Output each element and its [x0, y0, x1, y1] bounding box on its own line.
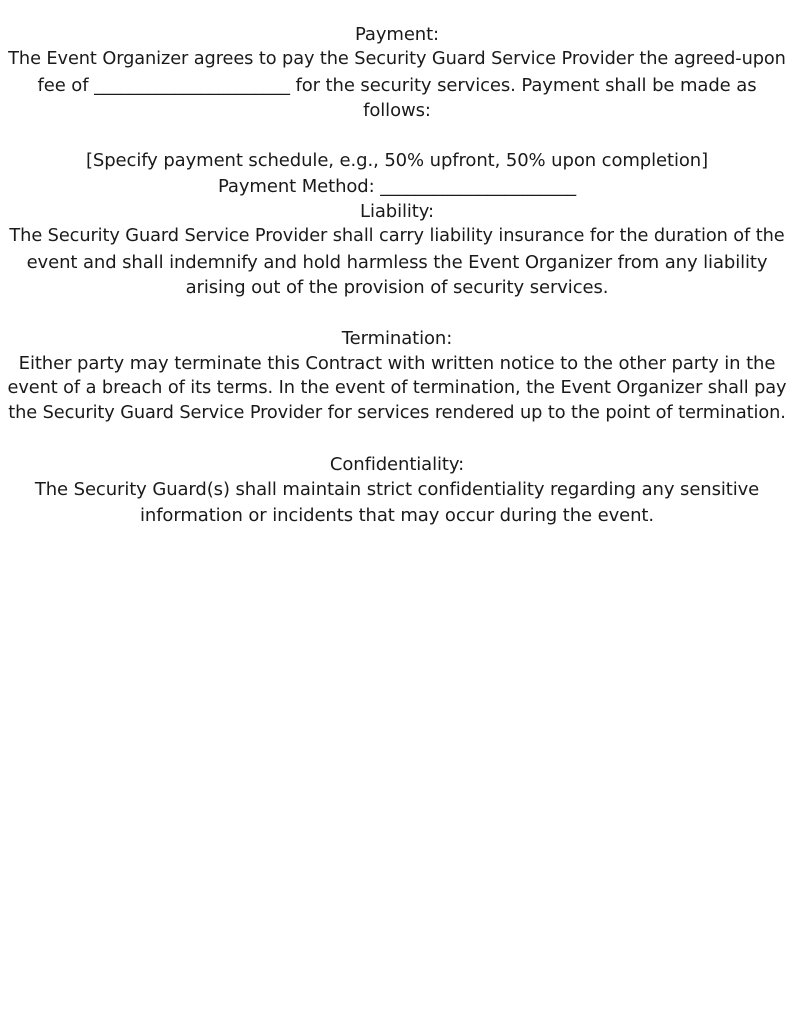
liability-text-line: arising out of the provision of security services. — [185, 276, 609, 298]
contract-document — [6, 22, 788, 528]
section-spacer — [6, 427, 788, 452]
payment-text-line: fee of ______________________ for the security services. Payment shall be made as — [37, 74, 757, 96]
payment-heading: Payment: — [354, 24, 440, 45]
payment-method: Payment Method: ______________________ — [217, 175, 577, 197]
liability-text-line: event and shall indemnify and hold harmless the Event Organizer from any liability — [26, 251, 768, 273]
liability-heading: Liability: — [360, 201, 434, 223]
termination-text-line: event of a breach of its terms. In the event of termination, the Event Organizer shall pay — [7, 378, 787, 399]
termination-heading: Termination: — [341, 327, 453, 349]
section-spacer — [6, 300, 788, 325]
confidentiality-heading: Confidentiality: — [329, 454, 465, 476]
confidentiality-text-line: The Security Guard(s) shall maintain strict confidentiality regarding any sensitive — [34, 479, 760, 501]
termination-text-line: Either party may terminate this Contract with written notice to the other party in the — [18, 352, 776, 374]
payment-schedule: [Specify payment schedule, e.g., 50% upfront, 50% upon completion] — [85, 150, 709, 172]
payment-text-line: The Event Organizer agrees to pay the Security Guard Service Provider the agreed-upon — [8, 49, 786, 70]
confidentiality-text-line: information or incidents that may occur during the event. — [139, 504, 654, 526]
payment-text-line: follows: — [363, 99, 431, 121]
section-spacer — [6, 123, 788, 148]
liability-text-line: The Security Guard Service Provider shall carry liability insurance for the duration of the — [9, 226, 785, 247]
termination-text-line: the Security Guard Service Provider for services rendered up to the point of termination. — [8, 403, 786, 424]
